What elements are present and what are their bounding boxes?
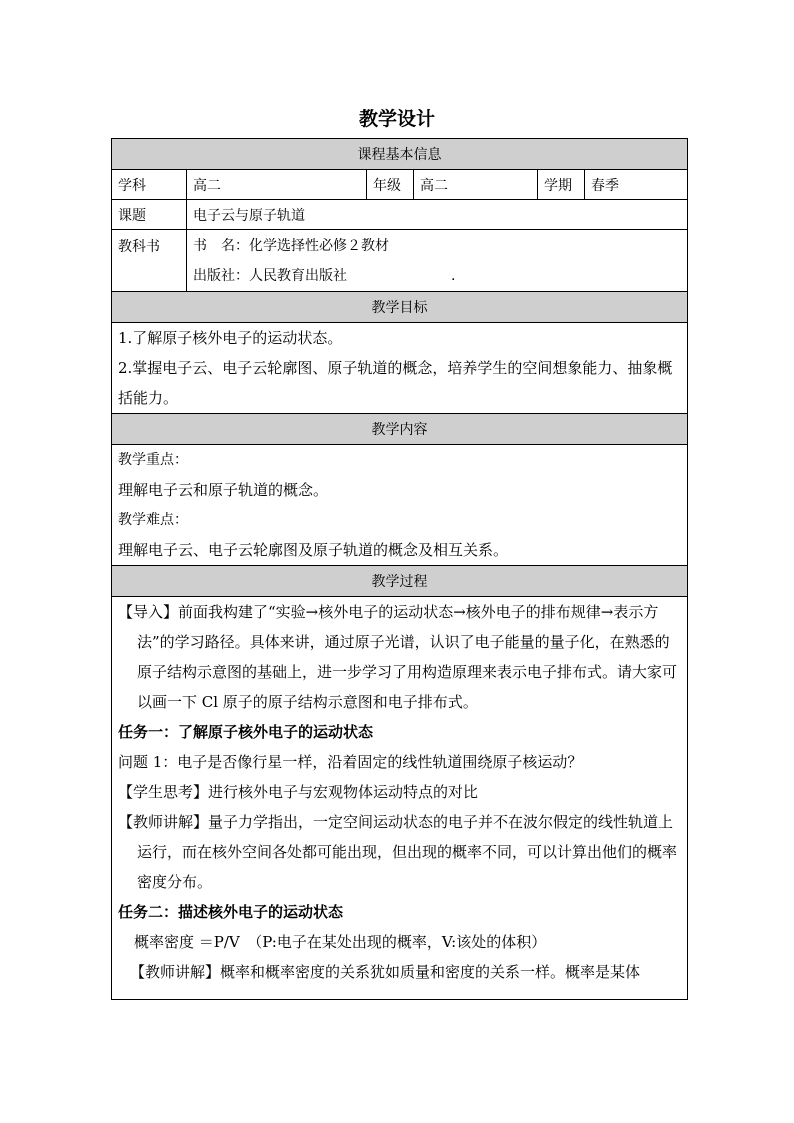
probability-density-formula: 概率密度 ＝P/V （P:电子在某处出现的概率，V:该处的体积） [134, 933, 547, 951]
process-intro: 【导入】前面我构建了“实验→核外电子的运动状态→核外电子的排布规律→表示方法”的学习路径。具体来讲，通过原子光谱，认识了电子能量的量子化，在熟悉的原子结构示意图的基础上，进一步学习了用构造原理来表示电子排布式。请大家可以画一下 Cl 原子的原子结构示意图和电子排布式。 [118, 603, 678, 711]
teacher-explanation-two: 【教师讲解】概率和概率密度的关系犹如质量和密度的关系一样。概率是某体 [130, 963, 641, 981]
textbook-info [187, 230, 688, 292]
process-block [112, 597, 688, 1000]
question-one: 问题 1：电子是否像行星一样，沿着固定的线性轨道围绕原子核运动？ [118, 753, 583, 771]
subject-label: 学科 [112, 170, 187, 200]
section-header-objectives: 教学目标 [112, 292, 688, 323]
key-point-text: 理解电子云和原子轨道的概念。 [118, 481, 329, 499]
term-label: 学期 [538, 170, 585, 200]
content-block [112, 445, 688, 566]
section-header-content: 教学内容 [112, 414, 688, 445]
difficulty-label: 教学难点： [118, 512, 188, 528]
section-header-basic-info: 课程基本信息 [112, 139, 688, 170]
task-one-heading: 任务一：了解原子核外电子的运动状态 [118, 723, 374, 741]
grade-value: 高二 [414, 170, 538, 200]
document-title: 教学设计 [358, 108, 435, 130]
textbook-label: 教科书 [112, 230, 187, 292]
textbook-name: 书 名：化学选择性必修２教材 [193, 237, 389, 254]
topic-label: 课题 [112, 200, 187, 230]
key-point-label: 教学重点： [118, 452, 188, 468]
publisher-dot: . [451, 267, 456, 284]
term-value: 春季 [585, 170, 688, 200]
textbook-publisher-line [193, 261, 681, 291]
difficulty-text: 理解电子云、电子云轮廓图及原子轨道的概念及相互关系。 [118, 541, 509, 559]
grade-label: 年级 [367, 170, 414, 200]
subject-value: 高二 [187, 170, 367, 200]
textbook-publisher: 出版社：人民教育出版社 [193, 267, 347, 284]
task-two-heading: 任务二：描述核外电子的运动状态 [118, 903, 344, 921]
objective-item: 1.了解原子核外电子的运动状态。 [118, 329, 343, 347]
teacher-explanation-one: 【教师讲解】量子力学指出，一定空间运动状态的电子并不在波尔假定的线性轨道上运行，而在核外空间各处都可能出现，但出现的概率不同，可以计算出他们的概率密度分布。 [118, 813, 678, 891]
objectives-list [112, 323, 688, 414]
lesson-plan-table [111, 138, 688, 1000]
topic-value: 电子云与原子轨道 [187, 200, 688, 230]
objective-item: 2.掌握电子云、电子云轮廓图、原子轨道的概念，培养学生的空间想象能力、抽象概括能力。 [118, 359, 673, 407]
section-header-process: 教学过程 [112, 566, 688, 597]
student-thinking: 【学生思考】进行核外电子与宏观物体运动特点的对比 [118, 783, 479, 801]
